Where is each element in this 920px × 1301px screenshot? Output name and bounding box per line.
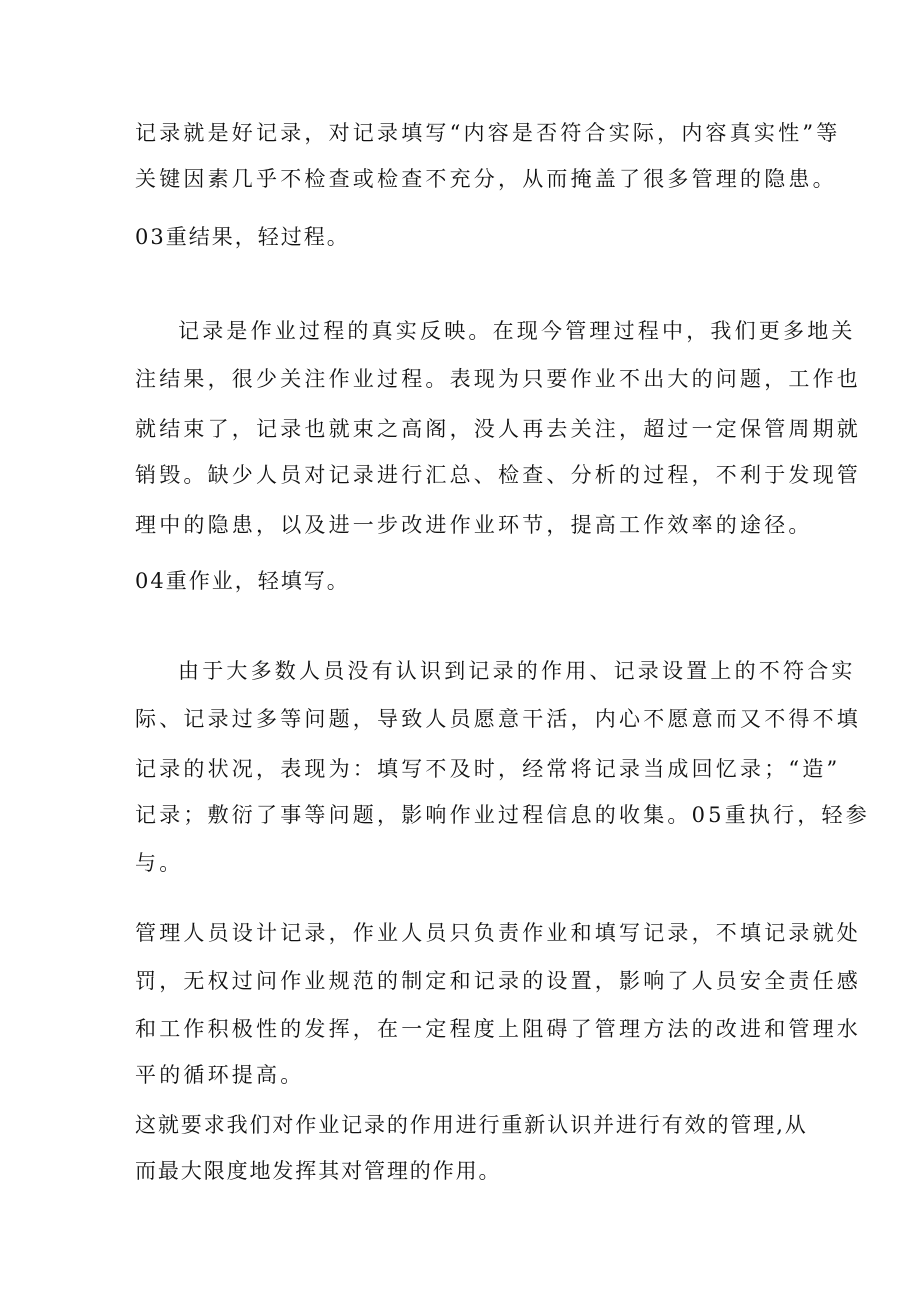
paragraph-line: 关键因素几乎不检查或检查不充分，从而掩盖了很多管理的隐患。 — [135, 167, 837, 191]
paragraph-line: 记录的状况，表现为：填写不及时，经常将记录当成回忆录；“造” — [135, 757, 841, 781]
paragraph-line: 记录就是好记录，对记录填写“内容是否符合实际，内容真实性”等 — [135, 121, 841, 145]
paragraph-line: 记录；敷衍了事等问题，影响作业过程信息的收集。05重执行，轻参 — [135, 803, 870, 827]
paragraph-line: 管理人员设计记录，作业人员只负责作业和填写记录，不填记录就处 — [135, 921, 861, 945]
paragraph-line: 而最大限度地发挥其对管理的作用。 — [135, 1159, 502, 1183]
paragraph-line: 理中的隐患，以及进一步改进作业环节，提高工作效率的途径。 — [135, 513, 813, 537]
paragraph-line: 销毁。缺少人员对记录进行汇总、检查、分析的过程，不利于发现管 — [135, 463, 861, 487]
paragraph-line: 与。 — [135, 851, 184, 875]
paragraph-line: 就结束了，记录也就束之高阁，没人再去关注，超过一定保管周期就 — [135, 417, 861, 441]
paragraph-line: 记录是作业过程的真实反映。在现今管理过程中，我们更多地关 — [178, 319, 856, 343]
paragraph-line: 由于大多数人员没有认识到记录的作用、记录设置上的不符合实 — [178, 659, 856, 683]
paragraph-line: 和工作积极性的发挥，在一定程度上阻碍了管理方法的改进和管理水 — [135, 1017, 861, 1041]
section-heading: 04重作业，轻填写。 — [135, 569, 350, 593]
paragraph-line: 这就要求我们对作业记录的作用进行重新认识并进行有效的管理,从 — [135, 1113, 808, 1137]
paragraph-line: 注结果，很少关注作业过程。表现为只要作业不出大的问题，工作也 — [135, 367, 861, 391]
paragraph-line: 平的循环提高。 — [135, 1063, 305, 1087]
section-heading: 03重结果，轻过程。 — [135, 225, 350, 249]
paragraph-line: 罚，无权过问作业规范的制定和记录的设置，影响了人员安全责任感 — [135, 969, 861, 993]
paragraph-line: 际、记录过多等问题，导致人员愿意干活，内心不愿意而又不得不填 — [135, 707, 861, 731]
